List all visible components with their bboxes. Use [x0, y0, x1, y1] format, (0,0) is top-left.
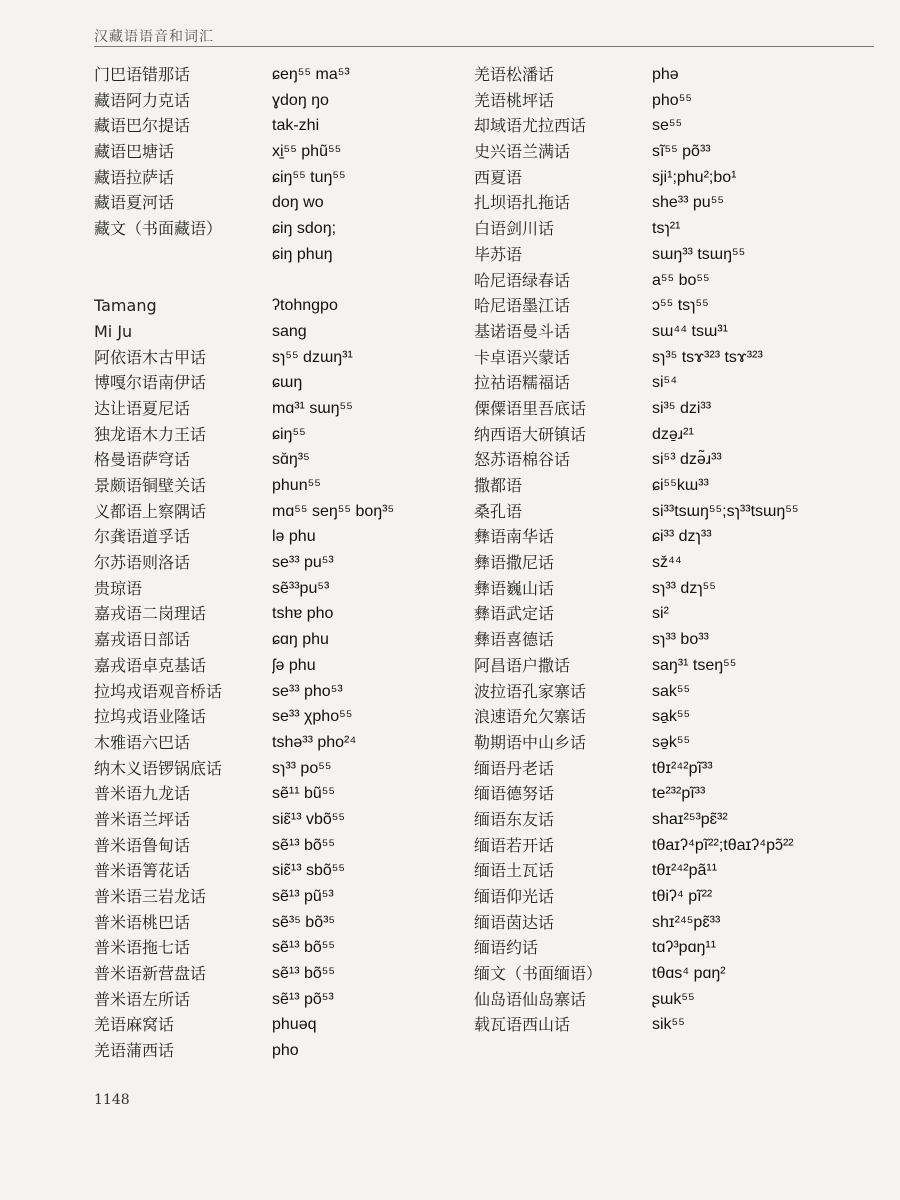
- word-form: tθiʔ⁴ pĩ²²: [652, 888, 713, 905]
- language-name: 卡卓语兴蒙话: [474, 347, 571, 367]
- language-name: 傈僳语里吾底话: [474, 398, 587, 418]
- language-name: 缅语丹老话: [474, 758, 555, 778]
- word-form: phuəq: [272, 1016, 317, 1034]
- word-form: mɑ⁵⁵ seŋ⁵⁵ boŋ³⁵: [272, 502, 395, 520]
- word-form: a⁵⁵ bo⁵⁵: [652, 271, 710, 289]
- word-form: sẽ¹³ pũ⁵³: [272, 888, 334, 905]
- word-form: pho: [272, 1042, 299, 1060]
- entry-row: [94, 139, 394, 165]
- language-name: 普米语拖七话: [94, 938, 191, 958]
- entry-row: [94, 293, 394, 319]
- language-name: 嘉戎语卓克基话: [94, 655, 207, 675]
- language-name: 彝语撒尼话: [474, 553, 555, 573]
- language-name: 普米语三岩龙话: [94, 887, 207, 906]
- language-name: 怒苏语棉谷话: [474, 450, 571, 470]
- entry-row: [94, 679, 394, 705]
- language-name: 羌语麻窝话: [94, 1015, 175, 1035]
- language-name: 藏文（书面藏语）: [94, 219, 223, 239]
- word-form: sə̱k⁵⁵: [652, 733, 691, 751]
- language-name: 载瓦语西山话: [474, 1015, 571, 1035]
- word-form: siɛ̃¹³ vbõ⁵⁵: [272, 810, 346, 828]
- entry-row: [474, 447, 799, 473]
- language-name: 藏语巴尔提话: [94, 116, 191, 136]
- entry-row: [94, 113, 394, 139]
- word-form: tθɪ²⁴²pã¹¹: [652, 862, 718, 880]
- language-name: 阿昌语户撒话: [474, 655, 571, 675]
- language-name: 尔苏语则洛话: [94, 553, 191, 573]
- language-name: 羌语松潘话: [474, 65, 555, 84]
- entry-row: [94, 884, 394, 910]
- entry-row: [94, 370, 394, 396]
- word-form: sẽ¹³ bõ⁵⁵: [272, 965, 336, 983]
- entry-row: [474, 550, 799, 576]
- word-form: sɿ³³ bo³³: [652, 631, 709, 649]
- language-name: 缅语若开话: [474, 835, 555, 855]
- word-form: sɿ³³ dzɿ⁵⁵: [652, 579, 716, 597]
- word-form: tθɑs⁴ pɑŋ²: [652, 965, 726, 983]
- entry-row: [474, 679, 799, 705]
- entry-row: [474, 113, 799, 139]
- entry-row: [94, 473, 394, 499]
- entry-row: [94, 730, 394, 756]
- entry-row: [474, 807, 799, 833]
- language-name: 木雅语六巴话: [94, 732, 191, 752]
- language-name: 嘉戎语二岗理话: [94, 604, 207, 624]
- word-form: se⁵⁵: [652, 117, 683, 135]
- word-form: tθɪ²⁴²pĩ³³: [652, 759, 713, 777]
- word-form: siɛ̃¹³ sbõ⁵⁵: [272, 862, 346, 880]
- entry-row: [474, 396, 799, 422]
- language-name: 基诺语曼斗话: [474, 321, 571, 341]
- word-form: tshə³³ pho²⁴: [272, 733, 357, 751]
- language-name: 普米语兰坪话: [94, 809, 191, 829]
- language-name: 藏语阿力克话: [94, 90, 191, 110]
- word-form: ɕɑŋ phu: [272, 631, 329, 649]
- word-form: ɕi³³ dzɿ³³: [652, 528, 712, 546]
- entry-row: [474, 833, 799, 859]
- word-form: ɕiŋ⁵⁵ tuŋ⁵⁵: [272, 168, 346, 186]
- entry-row: [474, 165, 799, 191]
- word-form: shaɪ²⁵³pɛ̃³²: [652, 810, 728, 828]
- right-column: [474, 62, 799, 1038]
- language-name: 缅语东友话: [474, 809, 555, 829]
- entry-row: [94, 550, 394, 576]
- entry-row: [474, 627, 799, 653]
- language-name: 博嘎尔语南伊话: [94, 373, 207, 393]
- entry-row: [474, 216, 799, 242]
- entry-row: [474, 62, 799, 88]
- entry-row: [94, 987, 394, 1013]
- word-form: sɯ⁴⁴ tsɯ³¹: [652, 322, 728, 340]
- language-name: 义都语上察隅话: [94, 501, 207, 521]
- word-form: ɕiŋ⁵⁵: [272, 425, 306, 443]
- entry-row: [474, 88, 799, 114]
- language-name: 纳木义语锣锅底话: [94, 758, 223, 778]
- language-name: 普米语左所话: [94, 989, 191, 1009]
- language-name: 独龙语木力王话: [94, 424, 207, 444]
- language-name: 羌语蒲西话: [94, 1041, 175, 1061]
- entry-row: [474, 756, 799, 782]
- word-form: sɿ³³ po⁵⁵: [272, 759, 332, 777]
- word-form: mɑ³¹ sɯŋ⁵⁵: [272, 399, 353, 417]
- entry-row: [94, 319, 394, 345]
- language-name: 勒期语中山乡话: [474, 732, 587, 752]
- entry-row: [94, 576, 394, 602]
- language-name: 拉坞戎语业隆话: [94, 707, 207, 727]
- word-form: tθaɪʔ⁴pĩ²²;tθaɪʔ⁴pɔ̃²²: [652, 836, 794, 854]
- entry-row: [474, 524, 799, 550]
- language-name: 西夏语: [474, 167, 523, 187]
- word-form: ʃə phu: [272, 656, 316, 674]
- language-name: 桑孔语: [474, 501, 523, 521]
- entry-row: [94, 910, 394, 936]
- word-form: phə: [652, 66, 679, 83]
- word-form: ɕɯŋ: [272, 374, 303, 392]
- language-name: 彝语南华话: [474, 527, 555, 547]
- entry-row: [474, 370, 799, 396]
- word-form: shɪ²⁴⁵pɛ̃³³: [652, 913, 721, 931]
- word-form: tɑʔ³pɑŋ¹¹: [652, 939, 717, 957]
- entry-row: [94, 216, 394, 242]
- entry-row: [94, 1038, 394, 1064]
- entry-row: [474, 961, 799, 987]
- entry-row: [94, 396, 394, 422]
- entry-row: [474, 499, 799, 525]
- entry-row: [94, 653, 394, 679]
- word-form: si³³tsɯŋ⁵⁵;sɿ³³tsɯŋ⁵⁵: [652, 502, 799, 520]
- word-form: sɯŋ³³ tsɯŋ⁵⁵: [652, 245, 746, 263]
- word-form: si³⁵ dzi³³: [652, 399, 712, 417]
- language-name: 拉坞戎语观音桥话: [94, 681, 223, 701]
- language-name: 却域语尤拉西话: [474, 116, 587, 136]
- entry-row: [94, 88, 394, 114]
- language-name: 毕苏语: [474, 244, 523, 264]
- word-form: si²: [652, 605, 669, 623]
- language-name: 彝语喜德话: [474, 630, 555, 650]
- language-name: 扎坝语扎拖话: [474, 193, 571, 213]
- entry-row: [474, 268, 799, 294]
- word-form: ɕeŋ⁵⁵ ma⁵³: [272, 66, 350, 83]
- word-form: sẽ¹¹ bũ⁵⁵: [272, 785, 336, 803]
- word-form: xi̠⁵⁵ phũ⁵⁵: [272, 143, 342, 161]
- language-name: 尔龚语道孚话: [94, 527, 191, 547]
- language-name: 白语剑川话: [474, 219, 555, 239]
- entry-row: [474, 139, 799, 165]
- entry-row: [474, 576, 799, 602]
- word-form: lə phu: [272, 528, 316, 546]
- entry-row: [94, 345, 394, 371]
- word-form: tak-zhi: [272, 117, 320, 135]
- language-name: 普米语桃巴话: [94, 912, 191, 932]
- word-form: sɿ³⁵ tsɤ³²³ tsɤ³²³: [652, 348, 763, 366]
- language-name: 藏语拉萨话: [94, 167, 175, 187]
- entry-row: [474, 730, 799, 756]
- entry-row: [474, 473, 799, 499]
- word-form: sẽ¹³ bõ⁵⁵: [272, 939, 336, 957]
- word-form: ʔtohngpo: [272, 297, 338, 315]
- language-name: 缅语约话: [474, 938, 539, 958]
- language-name: 拉祜语糯福话: [474, 373, 571, 393]
- language-name: 哈尼语墨江话: [474, 296, 571, 316]
- language-name: 撒都语: [474, 476, 523, 495]
- entry-row: [94, 165, 394, 191]
- entry-row: [94, 807, 394, 833]
- language-name: 普米语九龙话: [94, 784, 191, 804]
- word-form: se³³ pu⁵³: [272, 554, 334, 572]
- entry-row: [94, 961, 394, 987]
- word-form: ɔ⁵⁵ tsɿ⁵⁵: [652, 297, 709, 315]
- word-form: sɿ⁵⁵ dzɯŋ³¹: [272, 348, 353, 366]
- entry-row: [474, 935, 799, 961]
- word-form: ɕiŋ sdoŋ;: [272, 220, 337, 238]
- language-name: 缅语茵达话: [474, 912, 555, 932]
- word-form: phun⁵⁵: [272, 477, 321, 494]
- header-rule: [94, 46, 874, 47]
- language-name: 缅语德努话: [474, 784, 555, 804]
- word-form: sɑ̆ŋ³⁵: [272, 451, 310, 469]
- entry-row: [94, 627, 394, 653]
- page-number: 1148: [94, 1092, 130, 1108]
- language-name: 缅文（书面缅语）: [474, 964, 603, 984]
- language-name: 缅语仰光话: [474, 887, 555, 906]
- word-form: ɕi⁵⁵kɯ³³: [652, 477, 709, 494]
- entry-row: [474, 601, 799, 627]
- entry-row: [474, 653, 799, 679]
- entry-row: [94, 1012, 394, 1038]
- language-name: 达让语夏尼话: [94, 398, 191, 418]
- word-form: she³³ pu⁵⁵: [652, 194, 724, 212]
- entry-row: [474, 910, 799, 936]
- word-form: tshɐ pho: [272, 605, 334, 623]
- word-form: se³³ pho⁵³: [272, 682, 343, 700]
- language-name: 普米语鲁甸话: [94, 835, 191, 855]
- language-name: Mi Ju: [94, 321, 133, 341]
- entry-row: [94, 422, 394, 448]
- word-form: sẽ³³pu⁵³: [272, 579, 330, 597]
- language-name: 彝语巍山话: [474, 578, 555, 598]
- language-name: 纳西语大研镇话: [474, 424, 587, 444]
- language-name: 哈尼语绿春话: [474, 270, 571, 290]
- entry-row: [94, 781, 394, 807]
- language-name: 贵琼语: [94, 578, 143, 598]
- word-form: sang: [272, 322, 307, 340]
- language-name: 史兴语兰满话: [474, 142, 571, 162]
- word-form: sẽ¹³ bõ⁵⁵: [272, 836, 336, 854]
- word-form: sẽ³⁵ bõ³⁵: [272, 913, 336, 931]
- entry-row: [474, 781, 799, 807]
- entry-row: [94, 935, 394, 961]
- running-title: 汉藏语语音和词汇: [94, 29, 214, 45]
- word-form: ʂɯk⁵⁵: [652, 990, 695, 1008]
- entry-row: [474, 422, 799, 448]
- entry-row: [94, 190, 394, 216]
- language-name: 浪速语允欠寨话: [474, 707, 587, 727]
- entry-row: [474, 319, 799, 345]
- language-name: 普米语箐花话: [94, 861, 191, 881]
- entry-row: [94, 242, 394, 268]
- entry-row: [474, 345, 799, 371]
- language-name: 普米语新营盘话: [94, 964, 207, 984]
- language-name: 波拉语孔家寨话: [474, 681, 587, 701]
- language-name: 藏语夏河话: [94, 193, 175, 213]
- entry-row: [474, 884, 799, 910]
- word-form: tsɿ²¹: [652, 220, 681, 238]
- language-name: 缅语土瓦话: [474, 861, 555, 881]
- word-form: sji¹;phu²;bo¹: [652, 168, 737, 186]
- entry-row: [94, 447, 394, 473]
- entry-row: [94, 499, 394, 525]
- word-form: sẽ¹³ põ⁵³: [272, 990, 334, 1008]
- word-form: dzə̱ɹ²¹: [652, 425, 694, 443]
- language-name: 阿依语木古甲话: [94, 347, 207, 367]
- entry-row: [474, 858, 799, 884]
- entry-row: [94, 756, 394, 782]
- entry-row: [94, 601, 394, 627]
- entry-row: [474, 242, 799, 268]
- language-name: 门巴语错那话: [94, 65, 191, 84]
- language-name: 彝语武定话: [474, 604, 555, 624]
- word-form: sĩ⁵⁵ põ³³: [652, 143, 711, 161]
- entry-row: [474, 987, 799, 1013]
- entry-row: [94, 268, 394, 294]
- entry-row: [474, 293, 799, 319]
- word-form: saŋ³¹ tseŋ⁵⁵: [652, 656, 737, 674]
- entry-row: [94, 524, 394, 550]
- language-name: 藏语巴塘话: [94, 142, 175, 162]
- word-form: sa̱k⁵⁵: [652, 708, 691, 726]
- entry-row: [94, 833, 394, 859]
- entry-row: [94, 858, 394, 884]
- word-form: te²³²pĩ³³: [652, 785, 706, 803]
- entry-row: [94, 62, 394, 88]
- entry-row: [474, 704, 799, 730]
- language-name: 嘉戎语日部话: [94, 630, 191, 650]
- entry-row: [474, 1012, 799, 1038]
- word-form: si⁵³ dzə̃ɹ³³: [652, 451, 722, 469]
- language-name: Tamang: [94, 296, 157, 316]
- language-name: 羌语桃坪话: [474, 90, 555, 110]
- word-form: si⁵⁴: [652, 374, 678, 392]
- entry-row: [94, 704, 394, 730]
- word-form: ɣdoŋ ŋo: [272, 91, 329, 109]
- language-name: 仙岛语仙岛寨话: [474, 989, 587, 1009]
- word-form: sak⁵⁵: [652, 682, 691, 700]
- left-column: [94, 62, 394, 1064]
- word-form: sž⁴⁴: [652, 554, 682, 572]
- word-form: pho⁵⁵: [652, 91, 692, 109]
- word-form: sik⁵⁵: [652, 1016, 685, 1034]
- word-form: doŋ wo: [272, 194, 324, 212]
- word-form: se³³ χpho⁵⁵: [272, 708, 353, 726]
- word-form: ɕiŋ phuŋ: [272, 245, 333, 263]
- language-name: 景颇语铜壁关话: [94, 476, 207, 495]
- language-name: 格曼语萨穹话: [94, 450, 191, 470]
- entry-row: [474, 190, 799, 216]
